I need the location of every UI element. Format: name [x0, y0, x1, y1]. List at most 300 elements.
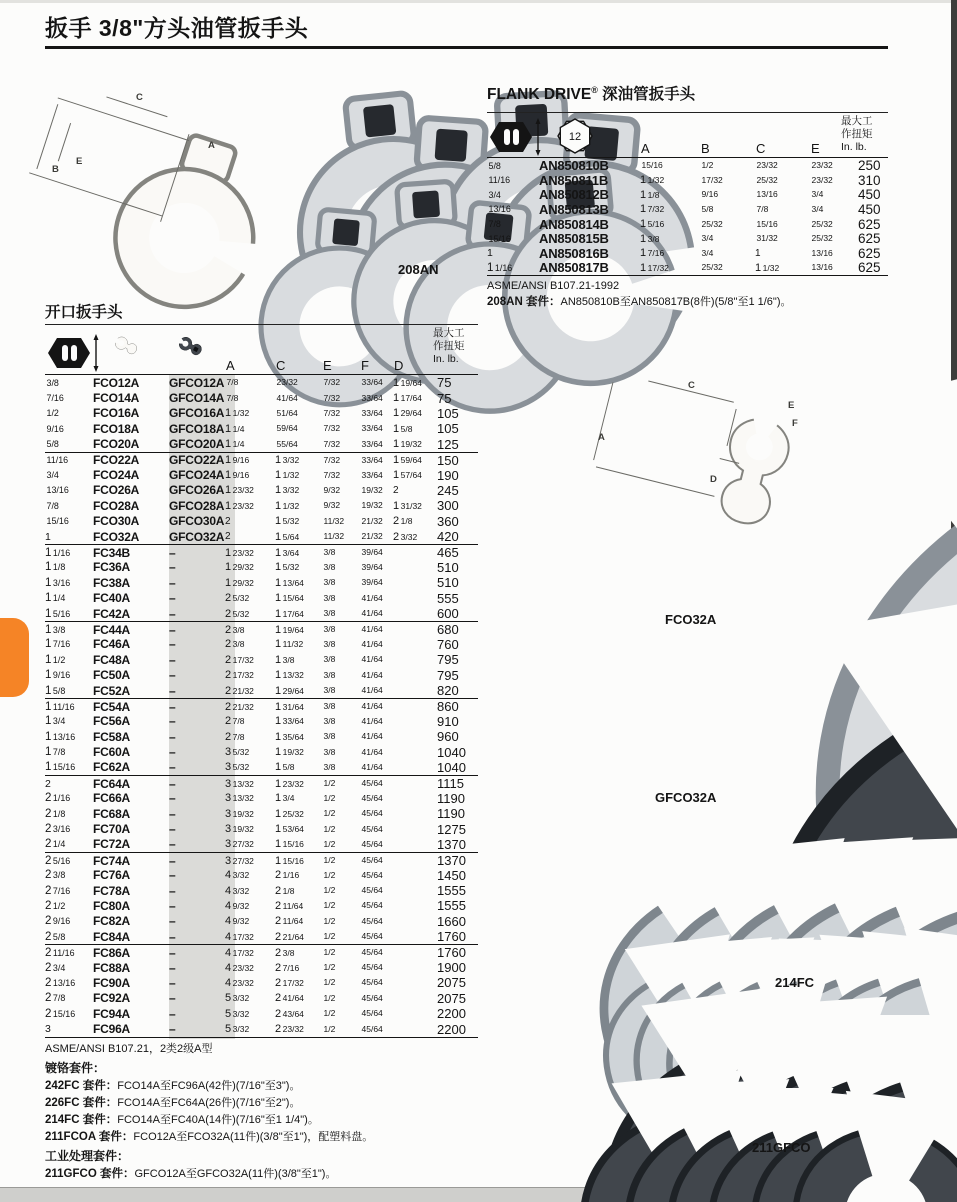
cell-size: 2 1/16 — [45, 792, 71, 805]
cell-c: 23/32 — [276, 377, 298, 388]
cell-a: 1 5/16 — [640, 218, 665, 231]
cell-size: 2 1/8 — [45, 807, 66, 820]
table-row — [45, 775, 478, 790]
cell-torque: 625 — [858, 260, 881, 276]
cell-gfco-code: – — [169, 668, 176, 683]
cell-a: 3 5/32 — [225, 761, 250, 774]
cell-f: 45/64 — [361, 1008, 383, 1019]
cell-a: 4 23/32 — [225, 961, 254, 974]
cell-torque: 105 — [437, 405, 459, 421]
cell-c: 7/8 — [756, 203, 769, 214]
cell-size: 7/8 — [488, 219, 501, 230]
cell-torque: 860 — [437, 699, 459, 715]
cell-size: 1 — [487, 247, 493, 260]
cell-size: 1 15/16 — [45, 761, 76, 774]
cell-a: 1 23/32 — [225, 499, 254, 512]
flank-drive-brand: FLANK DRIVE — [487, 86, 592, 103]
cell-c: 2 17/32 — [275, 976, 304, 989]
table-row — [45, 421, 478, 436]
cell-torque: 1275 — [437, 821, 466, 837]
cell-c: 1 3/4 — [275, 792, 295, 805]
cell-gfco-code: – — [169, 606, 176, 621]
cell-fco-code: FCO32A — [93, 529, 140, 544]
dim-label-d: D — [710, 474, 717, 485]
cell-size: 1 1/16 — [487, 261, 513, 274]
cell-gfco-code: GFCO18A — [169, 421, 225, 436]
cell-f: 19/32 — [361, 500, 383, 511]
cell-a: 1 23/32 — [225, 484, 254, 497]
table-row — [45, 929, 478, 944]
cell-size: 1 1/4 — [45, 592, 66, 605]
cell-c: 55/64 — [276, 438, 298, 449]
product-label-214fc: 214FC — [775, 975, 815, 990]
cell-a: 7/8 — [226, 377, 239, 388]
table-row — [487, 158, 888, 173]
cell-a: 3 19/32 — [225, 807, 254, 820]
cell-e: 7/32 — [323, 377, 341, 388]
cell-size: 5/8 — [46, 439, 59, 450]
cell-size: 2 3/16 — [45, 823, 71, 836]
cell-gfco-code: GFCO30A — [169, 514, 225, 529]
cell-gfco-code: – — [169, 776, 176, 791]
col-f: F — [361, 358, 369, 373]
cell-f: 33/64 — [361, 454, 383, 465]
cell-gfco-code: GFCO12A — [169, 375, 225, 390]
cell-f: 33/64 — [361, 423, 383, 434]
cell-c: 1 11/32 — [275, 638, 304, 651]
open-asme-note: ASME/ANSI B107.21，2类2级A型 — [45, 1043, 213, 1055]
cell-b: 25/32 — [701, 218, 723, 229]
cell-torque: 310 — [858, 172, 881, 188]
cell-f: 39/64 — [361, 561, 383, 572]
flank-set-note: 208AN 套件：AN850810B至AN850817B(8件)(5/8"至1 1/6")。 — [487, 296, 792, 308]
cell-f: 45/64 — [361, 823, 383, 834]
right-product-images — [490, 475, 945, 1165]
cell-a: 3 13/32 — [225, 792, 254, 805]
cell-c: 2 11/64 — [275, 915, 304, 928]
cell-fco-code: FCO28A — [93, 498, 140, 513]
cell-size: 2 13/16 — [45, 976, 76, 989]
cell-e: 9/32 — [323, 484, 341, 495]
cell-torque: 2200 — [437, 1006, 466, 1022]
open-column-letters — [45, 358, 478, 373]
cell-size: 1 7/8 — [45, 746, 66, 759]
cell-torque: 1555 — [437, 883, 466, 899]
cell-fco-code: FCO30A — [93, 514, 140, 529]
cell-size: 2 15/16 — [45, 1007, 76, 1020]
table-row — [45, 452, 478, 467]
table-row — [487, 202, 888, 217]
cell-b: 5/8 — [701, 203, 714, 214]
cell-c: 1 35/64 — [275, 730, 304, 743]
cell-gfco-code: GFCO26A — [169, 483, 225, 498]
cell-a: 2 5/32 — [225, 607, 250, 620]
set-note: 211FCOA 套件：FCO12A至FCO32A(11件)(3/8"至1")，配塑料盘。 — [45, 1131, 374, 1144]
cell-torque: 190 — [437, 467, 459, 483]
cell-e: 11/32 — [323, 515, 345, 526]
cell-fco-code: FC64A — [93, 776, 131, 791]
cell-c: 1 53/64 — [275, 823, 304, 836]
cell-e: 1/2 — [323, 823, 336, 834]
cell-e: 1/2 — [323, 977, 336, 988]
cell-f: 45/64 — [361, 778, 383, 789]
dim-label-e: E — [76, 156, 83, 167]
cell-c: 1 5/32 — [275, 561, 300, 574]
cell-code: AN850817B — [539, 260, 609, 276]
cell-f: 33/64 — [361, 392, 383, 403]
chrome-sets-heading: 镀铬套件： — [45, 1060, 106, 1075]
open-table — [45, 375, 478, 1038]
cell-a: 2 17/32 — [225, 669, 254, 682]
cell-a: 4 9/32 — [225, 899, 250, 912]
cell-gfco-code: – — [169, 745, 176, 760]
cell-torque: 820 — [437, 683, 459, 698]
cell-f: 45/64 — [361, 855, 383, 866]
table-row — [45, 544, 478, 559]
cell-a: 5 3/32 — [225, 992, 250, 1005]
cell-a: 1 3/8 — [640, 232, 660, 245]
table-row — [487, 173, 888, 188]
cell-c: 1 15/64 — [275, 592, 304, 605]
cell-a: 2 21/32 — [225, 684, 254, 697]
cell-a: 1 9/16 — [225, 469, 250, 482]
cell-fco-code: FC74A — [93, 853, 131, 868]
table-row — [45, 760, 478, 775]
cell-e: 13/16 — [811, 247, 833, 258]
flank-column-letters — [487, 141, 888, 156]
cell-c: 2 23/32 — [275, 1023, 304, 1036]
cell-size: 2 3/8 — [45, 869, 66, 882]
cell-f: 45/64 — [361, 900, 383, 911]
cell-fco-code: FC68A — [93, 806, 131, 821]
cell-e: 25/32 — [811, 218, 833, 229]
table-row — [45, 390, 478, 405]
cell-c: 1 5/8 — [275, 761, 295, 774]
cell-f: 45/64 — [361, 977, 383, 988]
cell-e: 3/8 — [323, 638, 336, 649]
cell-torque: 1115 — [437, 776, 464, 792]
cell-torque: 75 — [437, 375, 452, 391]
cell-e: 1/2 — [323, 855, 336, 866]
table-row — [487, 246, 888, 261]
cell-a: 4 23/32 — [225, 976, 254, 989]
cell-gfco-code: – — [169, 914, 176, 929]
cell-code: AN850815B — [539, 231, 609, 247]
cell-e: 23/32 — [811, 174, 833, 185]
cell-a: 1 1/32 — [225, 407, 250, 420]
cell-a: 1 9/16 — [225, 454, 250, 467]
col-a: A — [641, 141, 650, 156]
cell-gfco-code: – — [169, 1022, 176, 1037]
cell-torque: 1660 — [437, 913, 466, 929]
cell-f: 45/64 — [361, 931, 383, 942]
table-row — [45, 806, 478, 821]
cell-size: 1 7/16 — [45, 638, 71, 651]
flank-drive-suffix: 深油管扳手头 — [597, 86, 696, 103]
cell-size: 3/8 — [46, 377, 59, 388]
table-row — [45, 483, 478, 498]
cell-fco-code: FC80A — [93, 898, 131, 913]
cell-c: 1 13/64 — [275, 576, 304, 589]
cell-size: 3/4 — [488, 189, 501, 200]
cell-c: 2 21/64 — [275, 930, 304, 943]
dim-label-e: E — [788, 400, 795, 411]
cell-a: 3 27/32 — [225, 838, 254, 851]
cell-torque: 510 — [437, 575, 459, 591]
table-row — [45, 898, 478, 913]
cell-e: 1/2 — [323, 947, 336, 958]
cell-torque: 1370 — [437, 836, 466, 852]
cell-size: 1 9/16 — [45, 669, 71, 682]
cell-f: 41/64 — [361, 638, 383, 649]
cell-e: 3/8 — [323, 624, 336, 635]
cell-f: 45/64 — [361, 947, 383, 958]
cell-c: 1 17/64 — [275, 607, 304, 620]
cell-gfco-code: – — [169, 560, 176, 575]
cell-f: 41/64 — [361, 608, 383, 619]
cell-torque: 680 — [437, 622, 459, 638]
cell-gfco-code: – — [169, 929, 176, 944]
cell-e: 1/2 — [323, 962, 336, 973]
cell-e: 1/2 — [323, 900, 336, 911]
cell-gfco-code: – — [169, 1006, 176, 1021]
cell-e: 7/32 — [323, 454, 341, 465]
product-label-gfco32a: GFCO32A — [655, 790, 717, 805]
industrial-set-notes — [45, 1166, 485, 1183]
cell-size: 1 5/16 — [45, 607, 71, 620]
cell-fco-code: FCO16A — [93, 406, 140, 421]
cell-f: 45/64 — [361, 838, 383, 849]
cell-fco-code: FC56A — [93, 714, 131, 729]
cell-gfco-code: – — [169, 868, 176, 883]
cell-a: 2 — [225, 515, 231, 527]
cell-torque: 250 — [858, 158, 881, 173]
cell-a: 2 21/32 — [225, 700, 254, 713]
dim-label-c: C — [136, 92, 143, 103]
dim-label-a: A — [598, 432, 605, 443]
table-row — [45, 944, 478, 959]
cell-e: 7/32 — [323, 407, 341, 418]
cell-a: 1 7/16 — [640, 247, 665, 260]
cell-torque: 125 — [437, 436, 459, 452]
cell-a: 1 29/32 — [225, 561, 254, 574]
cell-c: 1 3/64 — [275, 546, 300, 559]
table-row — [45, 991, 478, 1006]
cell-c: 1 29/64 — [275, 684, 304, 697]
col-c: C — [756, 141, 766, 156]
cell-c: 31/32 — [756, 233, 778, 244]
set-note: 214FC 套件：FCO14A至FC40A(14件)(7/16"至1 1/4")。 — [45, 1114, 319, 1127]
cell-c: 1 — [755, 247, 761, 259]
cell-code: AN850813B — [539, 201, 609, 217]
cell-torque: 625 — [858, 245, 881, 261]
flank-asme-note: ASME/ANSI B107.21-1992 — [487, 280, 620, 292]
cell-code: AN850812B — [539, 187, 609, 203]
cell-torque: 450 — [858, 201, 881, 217]
cell-a: 3 19/32 — [225, 823, 254, 836]
cell-gfco-code: – — [169, 853, 176, 868]
cell-size: 1 — [45, 530, 51, 543]
cell-size: 15/16 — [46, 516, 69, 527]
cell-e: 1/2 — [323, 1008, 336, 1019]
cell-c: 51/64 — [276, 407, 298, 418]
cell-torque: 75 — [437, 390, 452, 406]
cell-f: 45/64 — [361, 869, 383, 880]
cell-gfco-code: GFCO22A — [169, 453, 225, 468]
cell-fco-code: FC54A — [93, 699, 131, 714]
cell-f: 19/32 — [361, 484, 383, 495]
cell-a: 2 3/8 — [225, 638, 245, 651]
cell-f: 39/64 — [361, 547, 383, 558]
table-row — [45, 729, 478, 744]
cell-a: 2 3/8 — [225, 623, 245, 636]
cell-fco-code: FC44A — [93, 622, 131, 637]
cell-a: 4 3/32 — [225, 884, 250, 897]
cell-fco-code: FC38A — [93, 575, 131, 590]
cell-fco-code: FC36A — [93, 560, 131, 575]
col-a: A — [226, 358, 235, 373]
cell-d: 1 59/64 — [393, 454, 422, 467]
cell-e: 1/2 — [323, 931, 336, 942]
col-c: C — [276, 358, 286, 373]
cell-gfco-code: GFCO20A — [169, 437, 225, 452]
cell-c: 59/64 — [276, 423, 298, 434]
cell-fco-code: FC42A — [93, 606, 131, 621]
cell-e: 3/8 — [323, 746, 336, 757]
cell-c: 1 1/32 — [275, 499, 300, 512]
cell-size: 2 5/16 — [45, 854, 71, 867]
cell-a: 2 17/32 — [225, 653, 254, 666]
table-row — [45, 1021, 478, 1036]
cell-a: 3 5/32 — [225, 746, 250, 759]
cell-size: 2 11/16 — [45, 946, 75, 959]
cell-torque: 960 — [437, 729, 459, 745]
cell-e: 1/2 — [323, 778, 336, 789]
cell-torque: 300 — [437, 498, 459, 514]
cell-torque: 465 — [437, 545, 459, 561]
cell-f: 45/64 — [361, 808, 383, 819]
cell-f: 41/64 — [361, 746, 383, 757]
table-row — [45, 406, 478, 421]
cell-b: 25/32 — [701, 262, 723, 273]
cell-size: 2 7/8 — [45, 992, 66, 1005]
cell-fco-code: FC82A — [93, 914, 131, 929]
cell-c: 2 11/64 — [275, 899, 304, 912]
cell-fco-code: FCO12A — [93, 375, 140, 390]
table-row — [45, 575, 478, 590]
cell-d: 1 5/8 — [393, 422, 413, 435]
table-row — [45, 621, 478, 636]
table-row — [45, 529, 478, 544]
cell-torque: 2200 — [437, 1021, 466, 1037]
open-crowfoot-diagram — [592, 378, 807, 488]
cell-e: 7/32 — [323, 392, 341, 403]
cell-gfco-code: GFCO28A — [169, 498, 225, 513]
cell-torque: 625 — [858, 216, 881, 232]
cell-d: 2 1/8 — [393, 515, 413, 528]
cell-a: 4 17/32 — [225, 946, 254, 959]
cell-a: 1 1/32 — [640, 174, 665, 187]
cell-b: 9/16 — [701, 189, 719, 200]
cell-e: 3/8 — [323, 577, 336, 588]
cell-e: 25/32 — [811, 233, 833, 244]
cell-gfco-code: – — [169, 760, 176, 775]
cell-e: 1/2 — [323, 792, 336, 803]
set-note: 211GFCO 套件：GFCO12A至GFCO32A(11件)(3/8"至1")。 — [45, 1168, 337, 1181]
cell-f: 45/64 — [361, 792, 383, 803]
cell-size: 11/16 — [46, 455, 69, 466]
cell-fco-code: FCO24A — [93, 468, 140, 483]
flank-drive-title — [487, 82, 695, 104]
table-row — [45, 960, 478, 975]
cell-a: 1 29/32 — [225, 576, 254, 589]
cell-size: 1 3/8 — [45, 623, 66, 636]
cell-a: 1 1/4 — [225, 438, 245, 451]
cell-e: 11/32 — [323, 531, 345, 542]
cell-e: 1/2 — [323, 915, 336, 926]
cell-fco-code: FC96A — [93, 1022, 131, 1037]
cell-f: 45/64 — [361, 992, 383, 1003]
cell-fco-code: FCO26A — [93, 483, 140, 498]
cell-torque: 510 — [437, 559, 459, 575]
cell-f: 41/64 — [361, 654, 383, 665]
table-row — [45, 375, 478, 390]
cell-torque: 1450 — [437, 867, 466, 883]
cell-b: 1/2 — [701, 160, 714, 170]
table-row — [45, 791, 478, 806]
cell-size: 1 13/16 — [45, 730, 76, 743]
cell-e: 3/8 — [323, 761, 336, 772]
cell-code: AN850814B — [539, 216, 609, 232]
cell-gfco-code: – — [169, 699, 176, 714]
table-row — [45, 852, 478, 867]
table-row — [45, 698, 478, 713]
cell-torque: 600 — [437, 606, 459, 622]
table-row — [45, 868, 478, 883]
table-row — [45, 467, 478, 482]
cell-fco-code: FC90A — [93, 975, 131, 990]
cell-f: 41/64 — [361, 715, 383, 726]
cell-fco-code: FC72A — [93, 837, 131, 852]
dim-label-c: C — [688, 380, 695, 391]
cell-f: 41/64 — [361, 701, 383, 712]
cell-c: 15/16 — [756, 218, 778, 229]
cell-size: 7/8 — [46, 500, 59, 511]
cell-c: 1 3/32 — [275, 454, 300, 467]
cell-fco-code: FC84A — [93, 929, 131, 944]
cell-size: 9/16 — [46, 423, 64, 434]
col-e: E — [811, 141, 820, 156]
cell-e: 3/8 — [323, 715, 336, 726]
table-row — [45, 714, 478, 729]
table-row — [45, 821, 478, 836]
cell-a: 2 — [225, 531, 231, 543]
cell-e: 3/8 — [323, 561, 336, 572]
cell-fco-code: FC52A — [93, 683, 131, 698]
cell-fco-code: FC58A — [93, 729, 131, 744]
cell-c: 1 1/32 — [755, 261, 780, 274]
cell-gfco-code: – — [169, 714, 176, 729]
cell-gfco-code: – — [169, 837, 176, 852]
cell-f: 21/32 — [361, 531, 383, 542]
open-torque-header: 最大工 作扭矩 In. lb. — [433, 327, 465, 365]
cell-e: 3/8 — [323, 701, 336, 712]
cell-c: 1 25/32 — [275, 807, 304, 820]
cell-c: 1 23/32 — [275, 777, 304, 790]
cell-c: 1 15/16 — [275, 838, 304, 851]
cell-fco-code: FC46A — [93, 637, 131, 652]
cell-e: 3/4 — [811, 203, 824, 214]
